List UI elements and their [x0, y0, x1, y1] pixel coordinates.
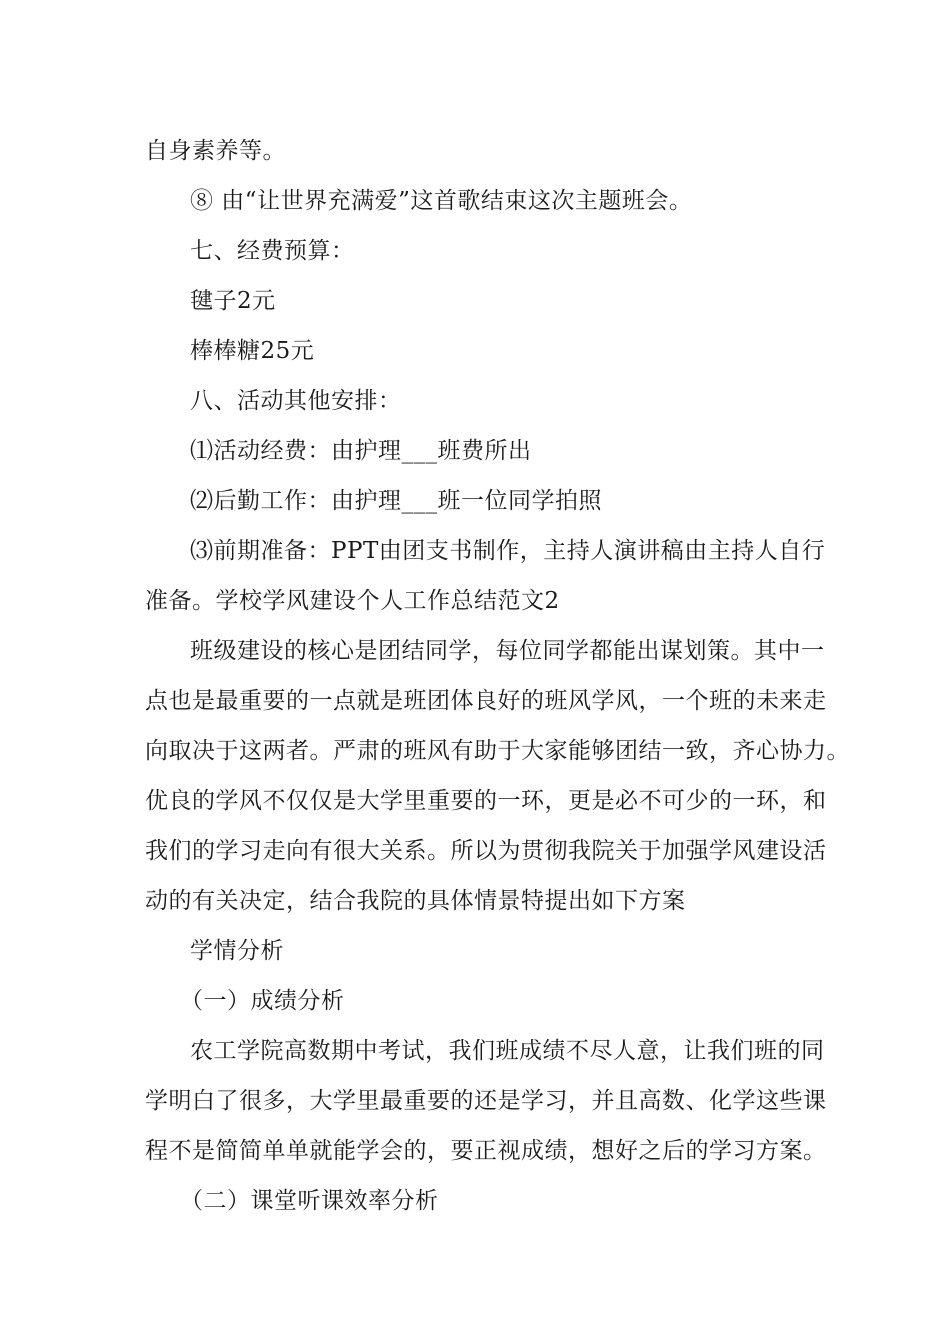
text-line: ⑧ 由“让世界充满爱”这首歌结束这次主题班会。 [190, 188, 693, 214]
list-item: ⑶前期准备：PPT由团支书制作，主持人演讲稿由主持人自行 [190, 538, 826, 564]
paragraph-line: 动的有关决定，结合我院的具体情景特提出如下方案 [145, 888, 686, 914]
text-line: 准备。学校学风建设个人工作总结范文2 [145, 588, 560, 614]
paragraph-line: 农工学院高数期中考试，我们班成绩不尽人意，让我们班的同 [190, 1038, 825, 1064]
paragraph-line: 优良的学风不仅仅是大学里重要的一环，更是必不可少的一环，和 [145, 788, 827, 814]
paragraph-line: 点也是最重要的一点就是班团体良好的班风学风，一个班的未来走 [145, 688, 827, 714]
paragraph-line: 我们的学习走向有很大关系。所以为贯彻我院关于加强学风建设活 [145, 838, 827, 864]
paragraph-line: 班级建设的核心是团结同学，每位同学都能出谋划策。其中一 [190, 638, 825, 664]
list-item: ⑴活动经费：由护理___班费所出 [190, 438, 532, 464]
paragraph-line: 程不是简简单单就能学会的，要正视成绩，想好之后的学习方案。 [145, 1138, 827, 1164]
section-heading: 学情分析 [190, 938, 284, 964]
budget-item: 棒棒糖25元 [190, 338, 315, 364]
paragraph-line: 向取决于这两者。严肃的班风有助于大家能够团结一致，齐心协力。 [145, 738, 850, 764]
text-line: 自身素养等。 [145, 138, 286, 164]
subsection-heading: （二）课堂听课效率分析 [180, 1188, 439, 1214]
subsection-heading: （一）成绩分析 [180, 988, 345, 1014]
list-item: ⑵后勤工作：由护理___班一位同学拍照 [190, 488, 602, 514]
budget-item: 毽子2元 [190, 288, 276, 314]
section-heading: 八、活动其他安排： [190, 388, 402, 414]
section-heading: 七、经费预算： [190, 238, 355, 264]
paragraph-line: 学明白了很多，大学里最重要的还是学习，并且高数、化学这些课 [145, 1088, 827, 1114]
